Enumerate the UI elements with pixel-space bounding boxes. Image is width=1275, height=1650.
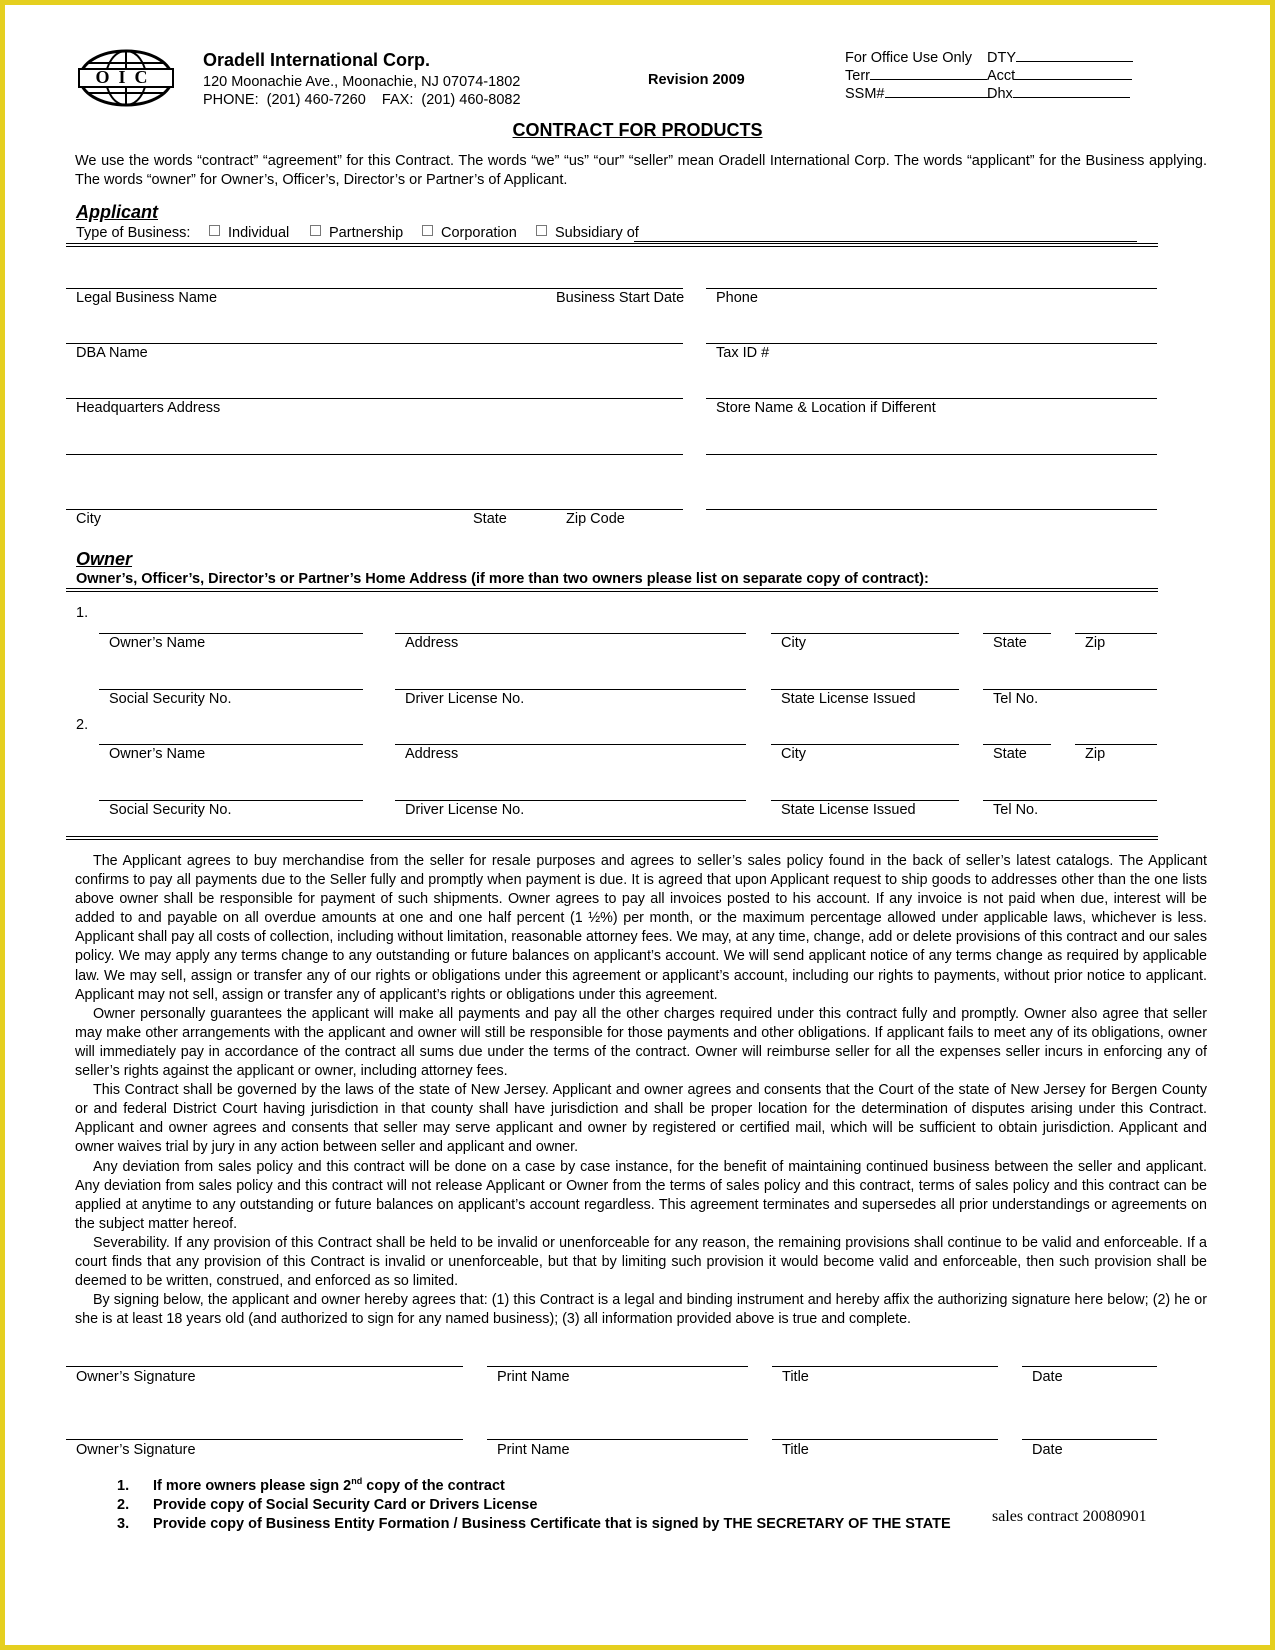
owner-2-name-field[interactable] [99,744,363,745]
owner-1-license-field[interactable] [395,689,746,690]
city-label: City [76,511,101,527]
terms-paragraph: Severability. If any provision of this Contract shall be held to be invalid or unenforceable for any reason, the remaining provisions shall continue to be valid and enforceable. If a court finds that any provision of this Contract is invalid or unenforceable, but that by limiting such provision it would become valid and enforceable, then such provision shall be deemed to be written, construed, and enforced as so limited. [75,1234,1207,1290]
owner-signature-1-field[interactable] [66,1366,463,1367]
title-2-field[interactable] [772,1439,998,1440]
owner-1-zip-label: Zip [1085,635,1106,651]
owner-1-city-field[interactable] [771,633,959,634]
title-2-label: Title [782,1442,809,1458]
requirement-item: 1. If more owners please sign 2nd copy of the contract [117,1476,505,1494]
requirements-list [117,1472,951,1534]
revision-label: Revision 2009 [648,72,745,88]
checkbox-icon[interactable] [536,225,547,236]
owner-2-city-label: City [781,746,806,762]
owner-2-state-field[interactable] [983,744,1051,745]
dba-name-field[interactable] [66,343,683,344]
page-title: CONTRACT FOR PRODUCTS [512,120,763,140]
owner-signature-2-label: Owner’s Signature [76,1442,196,1458]
checkbox-icon[interactable] [422,225,433,236]
tax-id-label: Tax ID # [716,345,770,361]
terms-paragraph: Owner personally guarantees the applicant will make all payments and pay all the other charges required under this contract fully and promptly. Owner also agree that seller may make other arrangements with the applicant and owner will still be responsible for those payments and other obligations. If applicant fails to meet any of its obligations, owner will immediately pay in accordance of the contract all sums due under the terms of the contract. Owner will reimburse seller for all the expenses seller incurs in enforcing any of seller’s rights against the applicant or owner, including attorney fees. [75,1005,1207,1080]
print-name-2-label: Print Name [497,1442,570,1458]
subsidiary-field[interactable] [634,241,1137,242]
checkbox-icon[interactable] [310,225,321,236]
headquarters-address-field[interactable] [66,398,683,399]
store-location-line3[interactable] [706,509,1157,510]
owner-1-name-label: Owner’s Name [109,635,206,651]
owner-2-license-field[interactable] [395,800,746,801]
phone-label: Phone [716,290,758,306]
title-1-label: Title [782,1369,809,1385]
owner-1-ssn-field[interactable] [99,689,363,690]
owner-2-tel-field[interactable] [983,800,1157,801]
zip-code-label: Zip Code [566,511,625,527]
owner-1-address-field[interactable] [395,633,746,634]
office-use-block [845,49,1145,103]
headquarters-address-label: Headquarters Address [76,400,221,416]
owner-2-state-license-label: State License Issued [781,802,916,818]
company-phone-fax: PHONE: (201) 460-7260 FAX: (201) 460-8082 [203,92,521,108]
owner-2-address-label: Address [405,746,459,762]
tax-id-field[interactable] [706,343,1157,344]
requirement-item: 2. Provide copy of Social Security Card or Drivers License [117,1496,538,1513]
title-1-field[interactable] [772,1366,998,1367]
store-name-field[interactable] [706,398,1157,399]
date-2-field[interactable] [1022,1439,1157,1440]
owner-1-ssn-label: Social Security No. [109,691,232,707]
legal-business-name-field[interactable] [66,288,683,289]
terms-paragraph: Any deviation from sales policy and this contract will be done on a case by case instance, for the benefit of maintaining continued business between the seller and applicant. Any deviation from sales policy and this contract will not release Applicant or Owner from the terms of sales policy and this contract, terms of sales policy and this contract can be applied at anytime to any outstanding or future balances on applicant’s account regardless. This agreement terminates and supersedes all prior understandings or agreements on the subject matter hereof. [75,1158,1207,1232]
date-1-label: Date [1032,1369,1063,1385]
acct-field[interactable] [1015,67,1132,80]
print-name-2-field[interactable] [487,1439,748,1440]
city-state-zip-field[interactable] [66,509,683,510]
date-2-label: Date [1032,1442,1063,1458]
terms-paragraph: The Applicant agrees to buy merchandise from the seller for resale purposes and agrees to seller’s sales policy found in the back of seller’s latest catalogs. The Applicant confirms to pay all payments due to the Seller fully and promptly when payment is due. It is agreed that upon Applicant request to ship goods to addresses other than the one lists above owner shall be responsible for payment of such shipments. Owner agrees to pay all invoices posted to his account. If any invoice is not paid when due, interest will be added to and payable on all overdue amounts at one and one half percent (1 ½%) per month, or the maximum percentage allowed under applicable laws, whichever is less. Applicant shall pay all costs of collection, including without limitation, reasonable attorney fees. We may, at any time, change, add or delete provisions of this contract and our sales policy. We may apply any terms change to any outstanding or future balances on applicant’s account. We will send applicant notice of any terms change as required by applicable law. We may sell, assign or transfer any of our rights or obligations under this agreement or applicant’s account, including our rights to payments, without prior notice to applicant. Applicant may not sell, assign or transfer any of applicant’s rights or obligations under this agreement. [75,853,1207,1003]
checkbox-icon[interactable] [209,225,220,236]
ssm-label: SSM# [845,86,885,102]
company-address: 120 Moonachie Ave., Moonachie, NJ 07074-1802 [203,74,521,90]
owner-1-state-license-field[interactable] [771,689,959,690]
owner-2-zip-field[interactable] [1075,744,1157,745]
owner-2-state-license-field[interactable] [771,800,959,801]
headquarters-address-line2[interactable] [66,454,683,455]
terms-paragraph: By signing below, the applicant and owner hereby agrees that: (1) this Contract is a legal and binding instrument and hereby affix the authorizing signature here below; (2) he or she is at least 18 years old (and authorized to sign for any named business); (3) all information provided above is true and complete. [75,1292,1207,1328]
legal-business-name-label: Legal Business Name [76,290,218,306]
owner-2-number: 2. [76,717,89,733]
dty-label: DTY [987,50,1016,66]
owner-1-address-label: Address [405,635,459,651]
terr-label: Terr [845,68,870,84]
terms-text [75,852,1207,1329]
owner-1-license-label: Driver License No. [405,691,525,707]
owner-2-license-label: Driver License No. [405,802,525,818]
store-location-line2[interactable] [706,454,1157,455]
owner-signature-1-label: Owner’s Signature [76,1369,196,1385]
owner-1-state-license-label: State License Issued [781,691,916,707]
owner-divider [66,588,1158,592]
acct-label: Acct [987,68,1016,84]
owner-subheading: Owner’s, Officer’s, Director’s or Partner’s Home Address (if more than two owners please list on separate copy of contract): [76,571,929,587]
ssm-field[interactable] [885,85,991,98]
dhx-label: Dhx [987,86,1013,102]
date-1-field[interactable] [1022,1366,1157,1367]
state-label: State [473,511,507,527]
owner-2-state-label: State [993,746,1027,762]
applicant-divider [66,243,1158,247]
owner-2-city-field[interactable] [771,744,959,745]
owner-2-ssn-field[interactable] [99,800,363,801]
owner-signature-2-field[interactable] [66,1439,463,1440]
print-name-1-field[interactable] [487,1366,748,1367]
owner-2-tel-label: Tel No. [993,802,1039,818]
terr-field[interactable] [870,67,987,80]
dhx-field[interactable] [1013,85,1130,98]
store-name-label: Store Name & Location if Different [716,400,936,416]
owner-2-zip-label: Zip [1085,746,1106,762]
type-individual-option[interactable]: Individual [209,225,289,241]
owner-2-ssn-label: Social Security No. [109,802,232,818]
owner-1-zip-field[interactable] [1075,633,1157,634]
terms-paragraph: This Contract shall be governed by the laws of the state of New Jersey. Applicant and owner agrees and consents that the Court of the state of New Jersey for Bergen County or and federal District Court having jurisdiction in that county shall have jurisdiction and shall be proper location for the determination of disputes arising under this Contract. Applicant and owner agrees and consents that seller may serve applicant and owner by registered or certified mail, which will be sufficient to obtain jurisdiction. Applicant and owner waives trial by jury in any action between seller and applicant and owner. [75,1082,1207,1156]
owner-heading: Owner [76,549,133,569]
owner-1-tel-label: Tel No. [993,691,1039,707]
terms-divider [66,836,1158,840]
owner-1-name-field[interactable] [99,633,363,634]
intro-text: We use the words “contract” “agreement” for this Contract. The words “we” “us” “our” “seller” mean Oradell International Corp. The words “applicant” for the Business applying. The words “owner” for Owner’s, Officer’s, Director’s or Partner’s of Applicant. [75,153,1207,188]
owner-1-city-label: City [781,635,806,651]
type-subsidiary-option[interactable]: Subsidiary of [536,225,639,241]
office-use-label: For Office Use Only [845,50,973,66]
type-corporation-option[interactable]: Corporation [422,225,517,241]
business-start-date-label: Business Start Date [556,290,685,306]
owner-1-state-field[interactable] [983,633,1051,634]
requirement-item: 3. Provide copy of Business Entity Formation / Business Certificate that is signed by THE SECRETARY OF THE STATE [117,1515,951,1532]
type-of-business-label: Type of Business: [76,225,191,241]
owner-2-name-label: Owner’s Name [109,746,206,762]
footer-code: sales contract 20080901 [992,1508,1147,1525]
dty-field[interactable] [1016,49,1133,62]
dba-name-label: DBA Name [76,345,148,361]
owner-1-tel-field[interactable] [983,689,1157,690]
owner-1-number: 1. [76,605,89,621]
type-partnership-option[interactable]: Partnership [310,225,403,241]
company-name: Oradell International Corp. [203,50,431,70]
print-name-1-label: Print Name [497,1369,570,1385]
applicant-heading: Applicant [76,202,159,222]
company-logo [77,49,175,107]
logo-text: OIC [95,67,157,87]
owner-2-address-field[interactable] [395,744,746,745]
phone-field[interactable] [706,288,1157,289]
owner-1-state-label: State [993,635,1027,651]
